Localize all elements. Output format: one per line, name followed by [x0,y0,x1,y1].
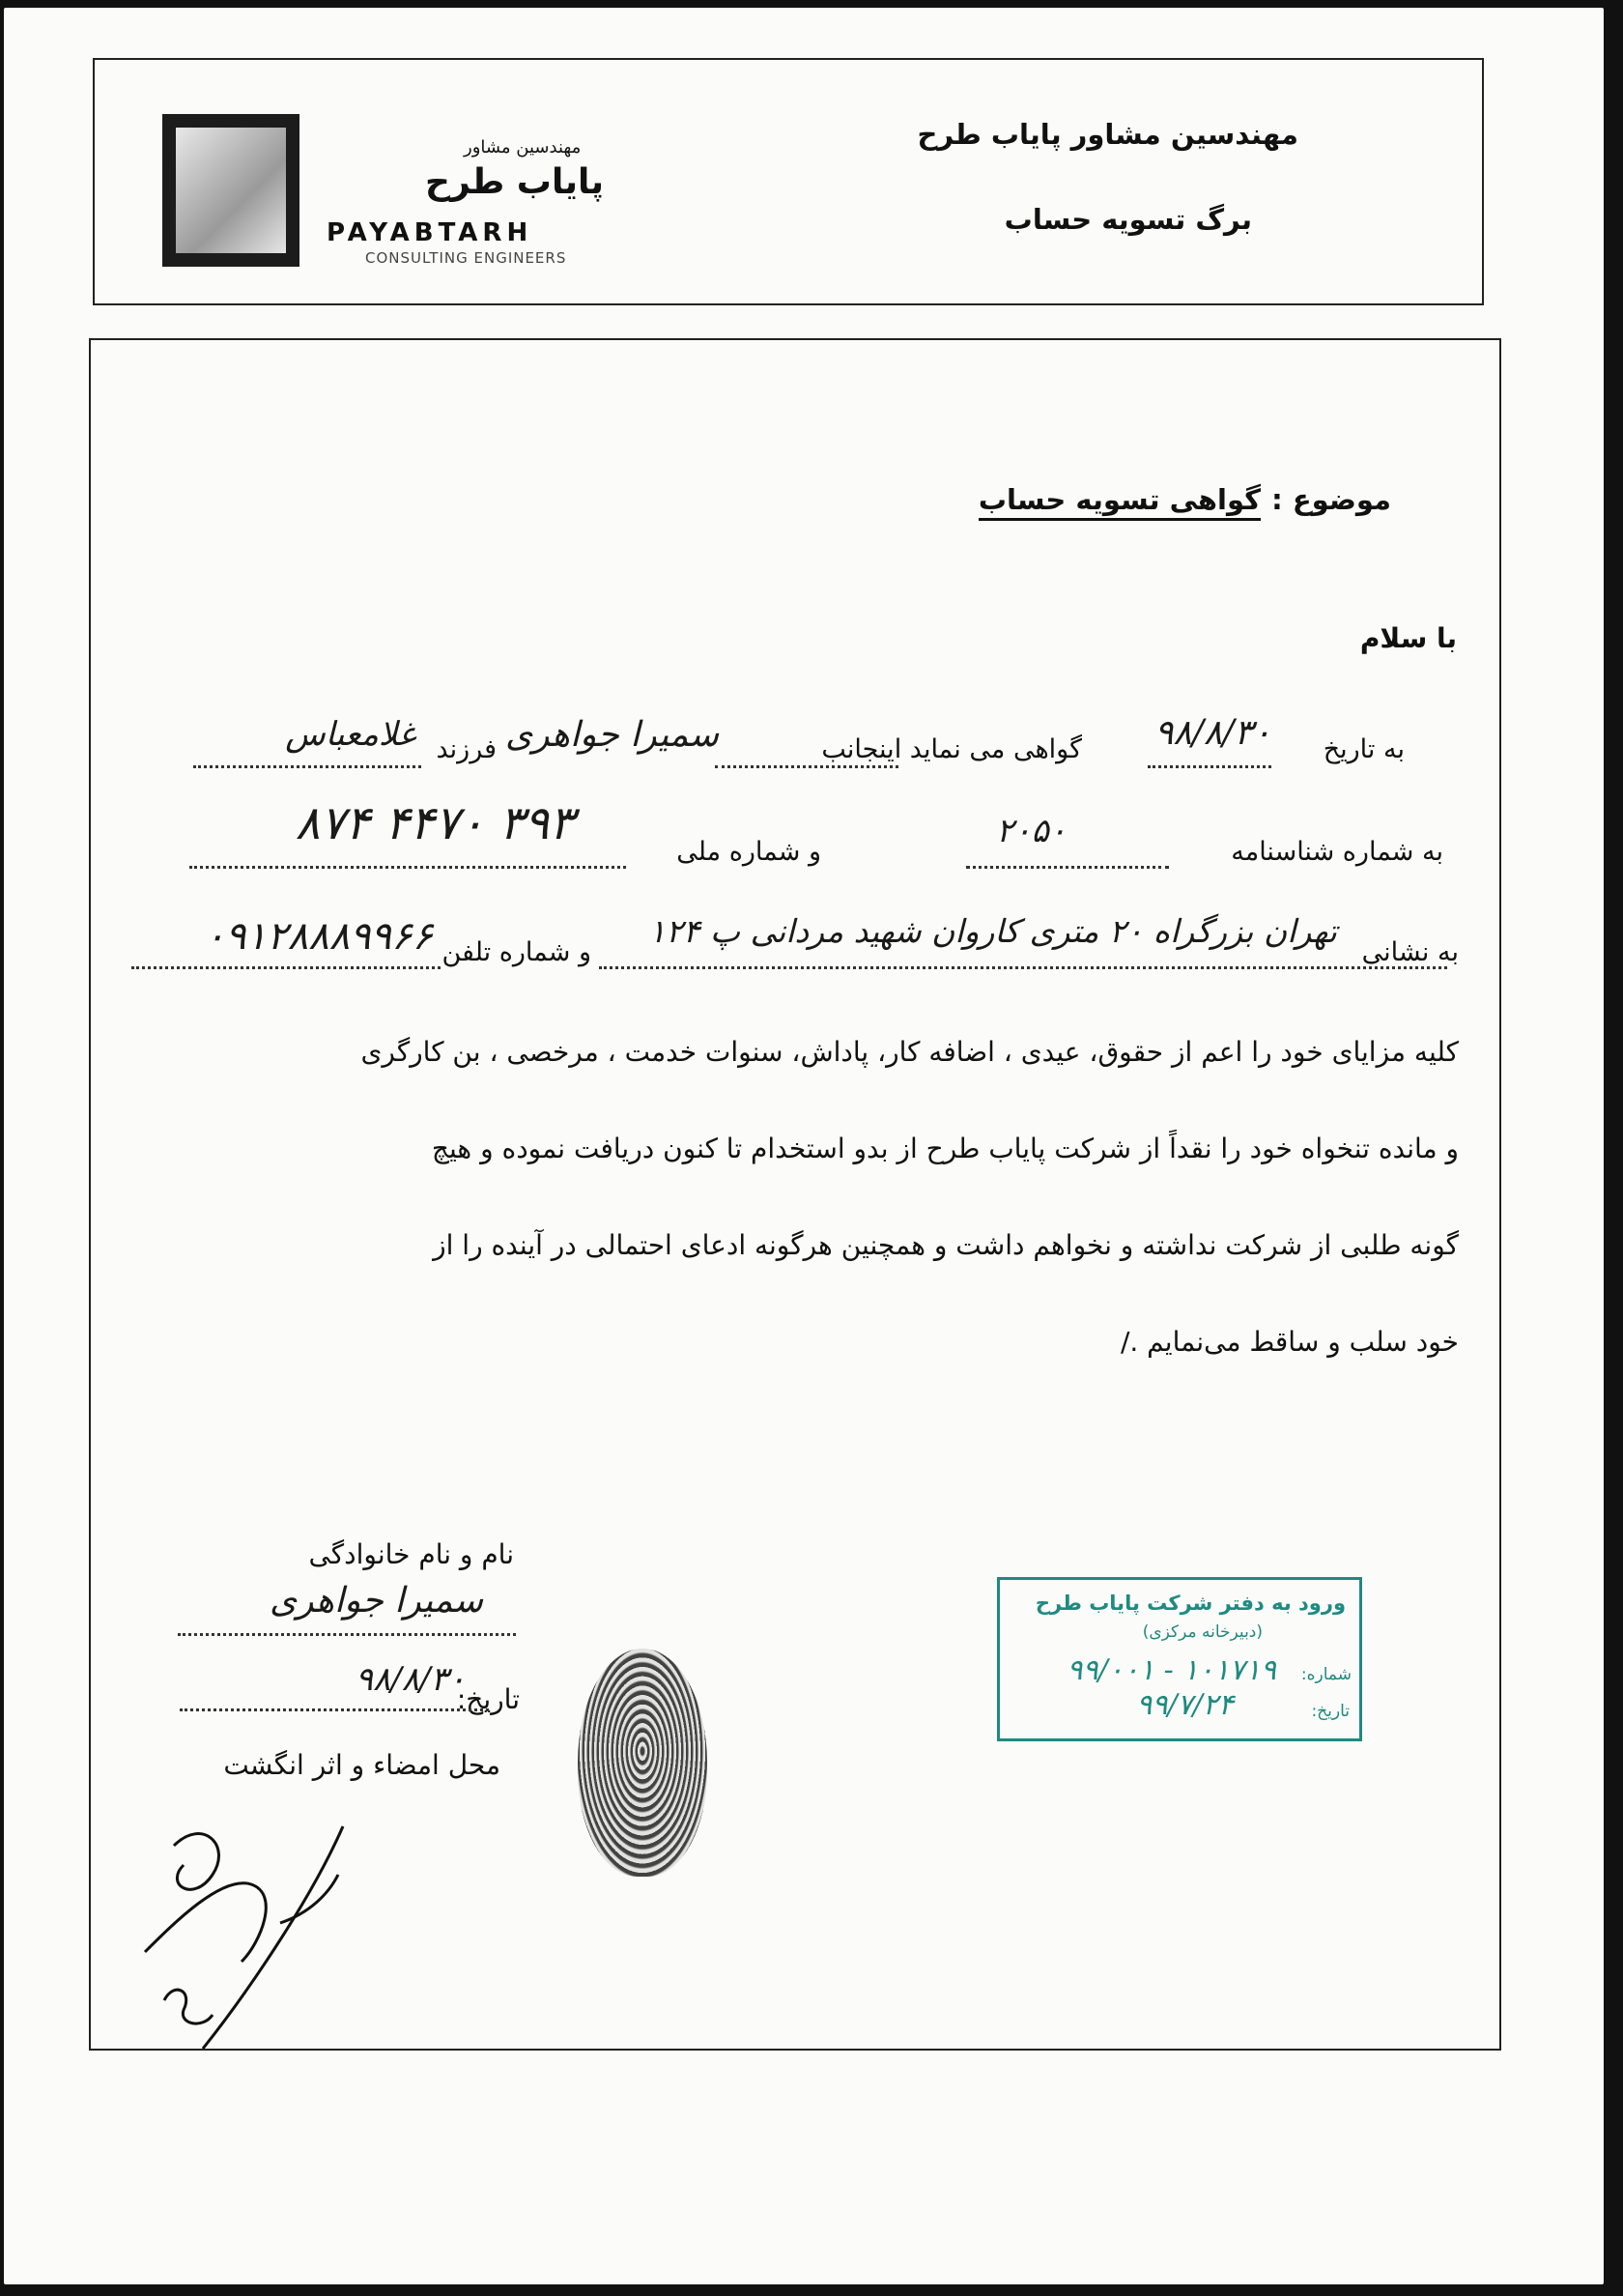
stamp-date-value: ۹۹/۷/۲۴ [1136,1688,1234,1722]
child-of-label: فرزند [436,734,497,764]
address-label: به نشانی [1361,937,1459,967]
address-handwritten: تهران بزرگراه ۲۰ متری کاروان شهید مردانی پ ۱۲۴ [648,912,1337,950]
logo-tagline-en: CONSULTING ENGINEERS [365,249,567,267]
header-box [93,58,1484,305]
logo-small-label: مهندسین مشاور [464,137,582,158]
phone-label: و شماره تلفن [441,937,591,967]
phone-dots [131,966,441,969]
body-line-4: خود سلب و ساقط می‌نمایم ./ [1120,1326,1459,1358]
body-line-2: و مانده تنخواه خود را نقداً از شرکت پایاب طرح از بدو استخدام تا کنون دریافت نموده و هیچ [431,1133,1459,1164]
greeting: با سلام [1359,622,1457,654]
stamp-subtitle: (دبیرخانه مرکزی) [1142,1622,1263,1642]
logo-name-en: PAYABTARH [327,218,533,247]
id-dots [966,866,1169,869]
date-handwritten: ۹۸/۸/۳۰ [1154,713,1271,753]
stamp-date-label: تاریخ: [1311,1702,1350,1721]
address-dots [599,966,1447,969]
company-title: مهندسین مشاور پایاب طرح [917,118,1298,151]
form-title: برگ تسویه حساب [1004,203,1252,236]
date-dots [1148,765,1271,768]
id-label: به شماره شناسنامه [1231,837,1443,867]
company-logo-mark [162,114,299,267]
body-line-3: گونه طلبی از شرکت نداشته و نخواهم داشت و همچنین هرگونه ادعای احتمالی در آینده را از [433,1229,1459,1261]
subject-text: گواهی تسویه حساب [979,483,1261,521]
letter-body-box [89,338,1501,2051]
name-dots [715,765,898,768]
id-handwritten: ۲۰۵۰ [995,812,1067,850]
logo-name-fa: پایاب طرح [425,162,605,202]
sig-place-label: محل امضاء و اثر انگشت [223,1749,500,1781]
sig-name-handwritten: سمیرا جواهری [269,1581,483,1621]
handwritten-signature [135,1807,367,2058]
phone-handwritten: ۰۹۱۲۸۸۸۹۹۶۶ [204,914,433,959]
date-label: به تاریخ [1323,734,1405,764]
sig-date-dots [180,1708,489,1711]
national-id-handwritten: ۳۹۳ ۴۴۷۰ ۸۷۴ [295,796,574,850]
national-id-label: و شماره ملی [676,837,821,867]
office-entry-stamp [997,1577,1362,1741]
certify-text: گواهی می نماید اینجانب [821,734,1082,764]
sig-date-label: تاریخ: [456,1683,520,1715]
name-handwritten: سمیرا جواهری [504,715,719,755]
thumbprint [578,1649,707,1877]
stamp-title: ورود به دفتر شرکت پایاب طرح [1035,1592,1346,1615]
sig-date-handwritten: ۹۸/۸/۳۰ [355,1660,466,1699]
sig-name-label: نام و نام خانوادگی [308,1538,514,1570]
father-handwritten: غلامعباس [285,715,415,754]
father-dots [193,765,421,768]
stamp-number-value: ۱۰۱۷۱۹ - ۹۹/۰۰۱ [1067,1653,1276,1687]
stamp-number-label: شماره: [1300,1665,1352,1684]
body-line-1: کلیه مزایای خود را اعم از حقوق، عیدی ، اضافه کار، پاداش، سنوات خدمت ، مرخصی ، بن کارگری [360,1036,1459,1068]
national-id-dots [189,866,626,869]
sig-name-dots [178,1633,516,1636]
subject-label: موضوع : [1271,483,1391,516]
